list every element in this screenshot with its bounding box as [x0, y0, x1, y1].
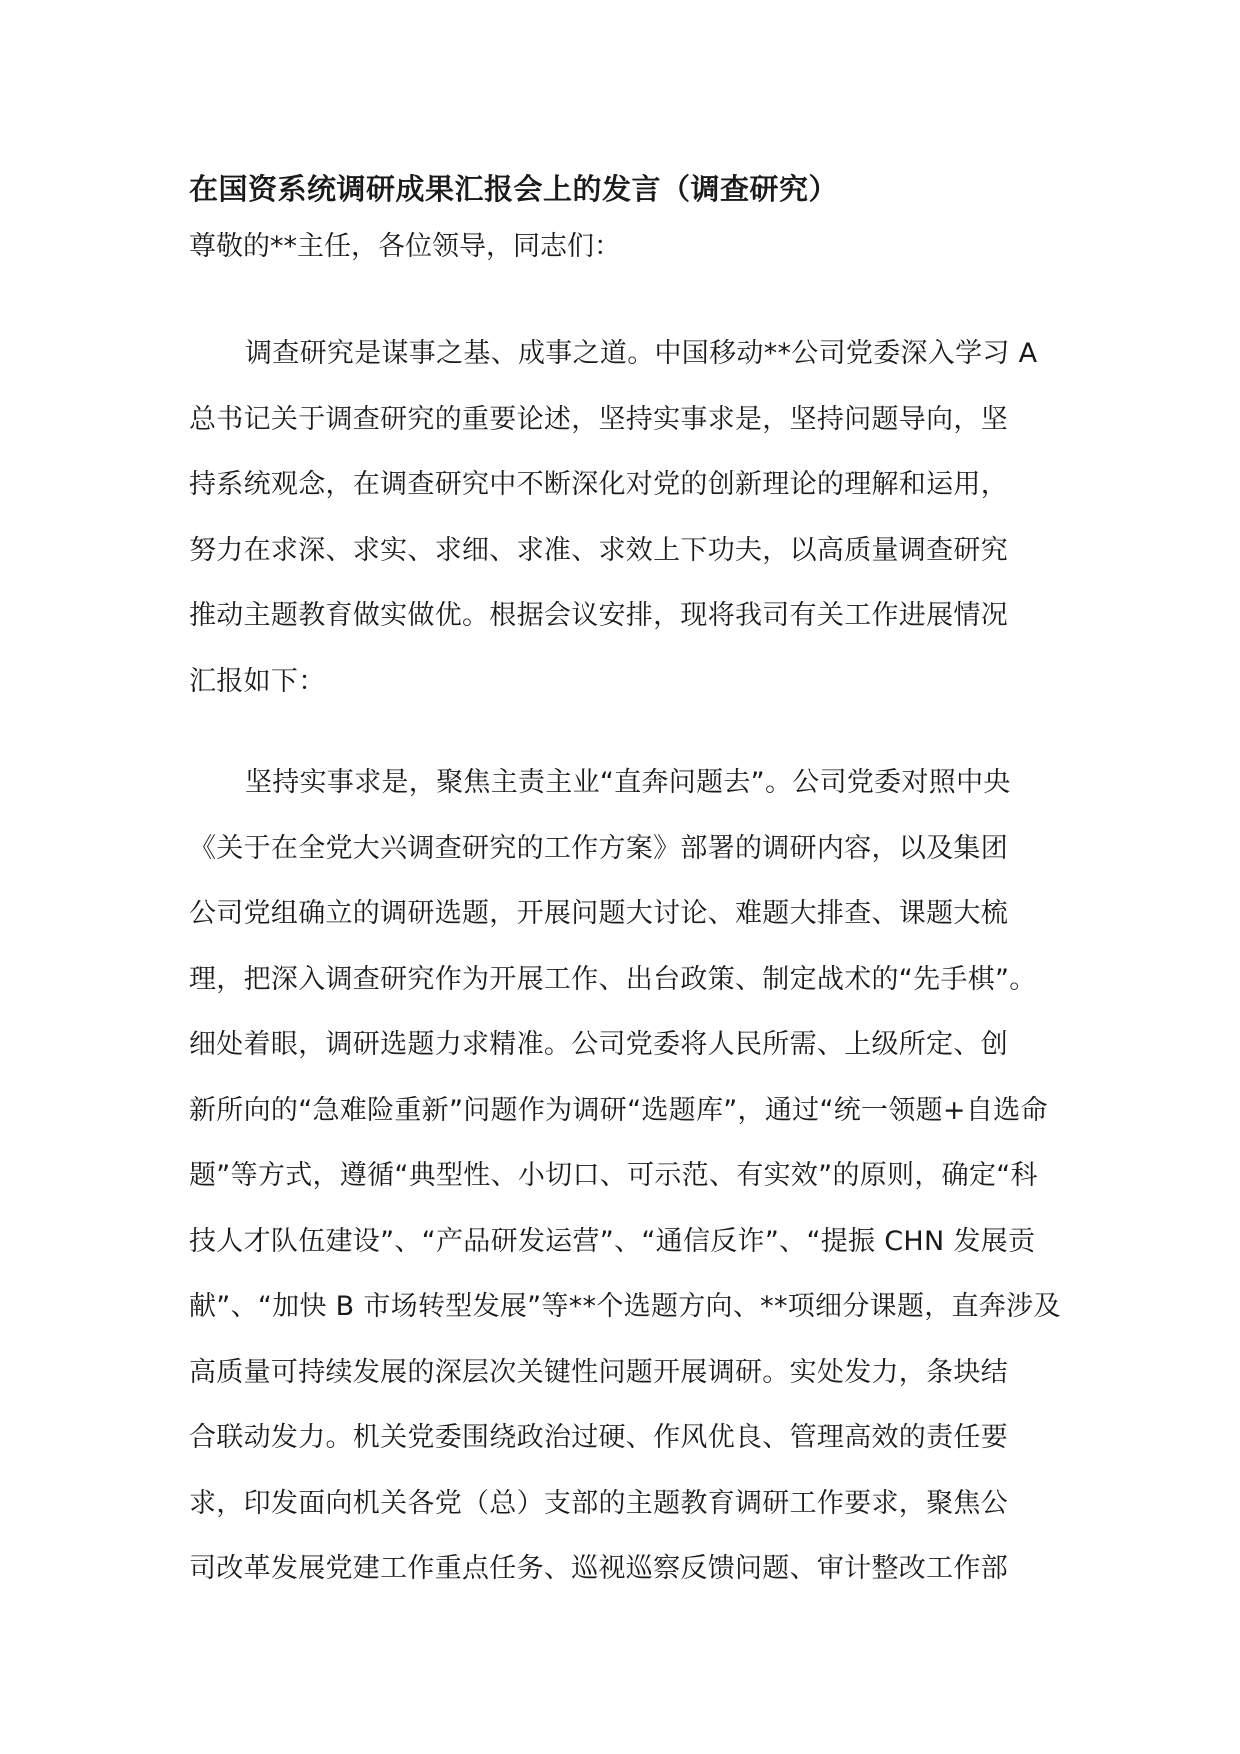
text-line: 合联动发力。机关党委围绕政治过硬、作风优良、管理高效的责任要 [189, 1422, 1008, 1454]
text-line: 理，把深入调查研究作为开展工作、出台政策、制定战术的“先手棋”。 [189, 963, 1037, 995]
salutation: 尊敬的**主任，各位领导，同志们： [189, 230, 621, 262]
text-line: 新所向的“急难险重新”问题作为调研“选题库”，通过“统一领题+自选命 [189, 1094, 1048, 1126]
document-title: 在国资系统调研成果汇报会上的发言（调查研究） [189, 172, 839, 206]
text-line: 公司党组确立的调研选题，开展问题大讨论、难题大排查、课题大梳 [189, 898, 1008, 930]
paragraph-fact-seeking [189, 750, 1059, 1602]
text-line: 司改革发展党建工作重点任务、巡视巡察反馈问题、审计整改工作部 [189, 1553, 1008, 1585]
text-line: 献”、“加快 B 市场转型发展”等**个选题方向、**项细分课题，直奔涉及 [189, 1291, 1061, 1323]
text-line: 《关于在全党大兴调查研究的工作方案》部署的调研内容，以及集团 [189, 832, 1008, 864]
text-line: 推动主题教育做实做优。根据会议安排，现将我司有关工作进展情况 [189, 600, 1008, 632]
text-line: 努力在求深、求实、求细、求准、求效上下功夫，以高质量调查研究 [189, 534, 1008, 566]
text-line: 坚持实事求是，聚焦主责主业“直奔问题去”。公司党委对照中央 [245, 767, 1011, 799]
text-line: 细处着眼，调研选题力求精准。公司党委将人民所需、上级所定、创 [189, 1029, 1008, 1061]
text-line: 技人才队伍建设”、“产品研发运营”、“通信反诈”、“提振 CHN 发展贡 [189, 1225, 1036, 1257]
text-line: 总书记关于调查研究的重要论述，坚持实事求是，坚持问题导向，坚 [189, 403, 1008, 435]
paragraph-intro [189, 321, 1059, 714]
text-line: 调查研究是谋事之基、成事之道。中国移动**公司党委深入学习 A [245, 338, 1038, 370]
document-body [189, 172, 1059, 1602]
text-line: 持系统观念，在调查研究中不断深化对党的创新理论的理解和运用， [189, 469, 1008, 501]
text-line: 高质量可持续发展的深层次关键性问题开展调研。实处发力，条块结 [189, 1356, 1008, 1388]
text-line: 题”等方式，遵循“典型性、小切口、可示范、有实效”的原则，确定“科 [189, 1160, 1038, 1192]
text-line: 求，印发面向机关各党（总）支部的主题教育调研工作要求，聚焦公 [189, 1487, 1008, 1519]
text-line: 汇报如下： [189, 665, 326, 697]
